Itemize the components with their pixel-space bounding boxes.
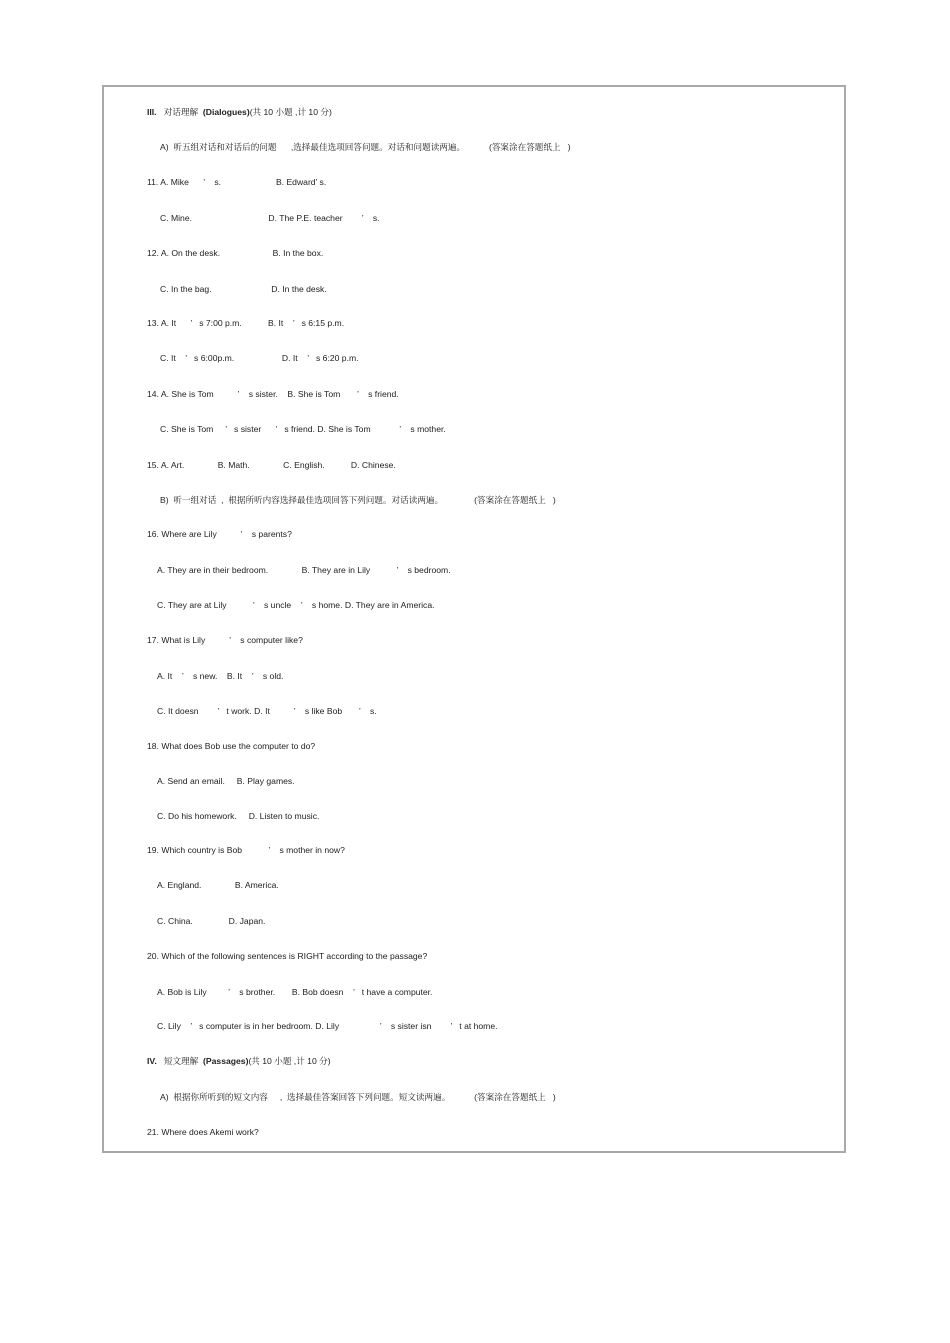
text-segment: 20. Which of the following sentences is RIGHT according to the passage? <box>147 951 428 961</box>
bold-text: IV. <box>147 1056 157 1066</box>
text-segment: 21. Where does Akemi work? <box>147 1127 259 1137</box>
text-segment: C. Do his homework. D. Listen to music. <box>157 811 320 821</box>
text-segment: 16. Where are Lily ’ s parents? <box>147 529 292 539</box>
text-line <box>157 1020 498 1032</box>
text-line <box>157 705 377 717</box>
text-segment: 短文理解 <box>156 1056 204 1066</box>
text-line <box>147 247 323 259</box>
text-segment: C. They are at Lily ’ s uncle ’ s home. D. They are in America. <box>157 600 435 610</box>
text-segment: A) 听五组对话和对话后的问题 ,选择最佳选项回答问题。对话和问题读两遍。 (答案涂在答题纸上 ) <box>160 142 571 152</box>
text-line <box>147 176 326 188</box>
text-line <box>147 106 332 118</box>
text-line <box>147 459 396 471</box>
text-line <box>157 986 432 998</box>
text-segment: A. England. B. America. <box>157 880 279 890</box>
bold-text: (Passages) <box>203 1056 249 1066</box>
bold-text: III. <box>147 107 157 117</box>
text-segment: (共 10 小题 ,计 10 分) <box>249 107 332 117</box>
text-line <box>160 352 359 364</box>
text-line <box>160 212 380 224</box>
text-segment: C. It doesn ’ t work. D. It ’ s like Bob ’ s. <box>157 706 377 716</box>
text-segment: A. It ’ s new. B. It ’ s old. <box>157 671 284 681</box>
text-segment: 19. Which country is Bob ’ s mother in now? <box>147 845 345 855</box>
text-line <box>147 740 315 752</box>
text-line <box>147 1055 331 1067</box>
text-line <box>147 844 345 856</box>
text-segment: C. She is Tom ’ s sister ’ s friend. D. She is Tom ’ s mother. <box>160 424 446 434</box>
bold-text: (Dialogues) <box>202 107 250 117</box>
text-segment: A) 根据你所听到的短文内容 , 选择最佳答案回答下列问题。短文读两遍。 (答案涂在答题纸上 ) <box>160 1092 556 1102</box>
text-line <box>157 915 265 927</box>
text-segment: 18. What does Bob use the computer to do? <box>147 741 316 751</box>
text-segment: 11. A. Mike ’ s. B. Edward’ s. <box>147 177 327 187</box>
text-segment: (共 10 小题 ,计 10 分) <box>248 1056 331 1066</box>
text-line <box>147 1126 259 1138</box>
text-segment: B) 听一组对话 , 根据所听内容选择最佳选项回答下列问题。对话读两遍。 (答案涂在答题纸上 ) <box>160 495 556 505</box>
text-segment: 对话理解 <box>156 107 203 117</box>
text-segment: C. It ’ s 6:00p.m. D. It ’ s 6:20 p.m. <box>160 353 359 363</box>
text-line <box>157 670 283 682</box>
text-line <box>160 494 556 506</box>
text-segment: A. Send an email. B. Play games. <box>157 776 295 786</box>
text-line <box>160 1091 556 1103</box>
text-line <box>147 950 427 962</box>
text-line <box>147 388 399 400</box>
text-line <box>157 879 279 891</box>
text-segment: 17. What is Lily ’ s computer like? <box>147 635 303 645</box>
text-line <box>147 317 344 329</box>
text-line <box>160 423 446 435</box>
text-segment: C. Lily ’ s computer is in her bedroom. D. Lily ’ s sister isn ’ t at home. <box>157 1021 498 1031</box>
text-segment: A. Bob is Lily ’ s brother. B. Bob doesn ’ t have a computer. <box>157 987 433 997</box>
text-segment: 12. A. On the desk. B. In the box. <box>147 248 324 258</box>
text-line <box>157 775 295 787</box>
text-segment: C. Mine. D. The P.E. teacher ’ s. <box>160 213 380 223</box>
text-line <box>160 141 571 153</box>
text-segment: 13. A. It ’ s 7:00 p.m. B. It ’ s 6:15 p.m. <box>147 318 345 328</box>
text-segment: C. In the bag. D. In the desk. <box>160 284 327 294</box>
text-segment: A. They are in their bedroom. B. They are in Lily ’ s bedroom. <box>157 565 451 575</box>
text-line <box>157 599 435 611</box>
text-line <box>160 283 327 295</box>
text-line <box>157 564 451 576</box>
text-segment: 14. A. She is Tom ’ s sister. B. She is Tom ’ s friend. <box>147 389 399 399</box>
text-segment: 15. A. Art. B. Math. C. English. D. Chinese. <box>147 460 396 470</box>
text-line <box>147 634 303 646</box>
text-line <box>147 528 292 540</box>
text-segment: C. China. D. Japan. <box>157 916 266 926</box>
text-line <box>157 810 319 822</box>
